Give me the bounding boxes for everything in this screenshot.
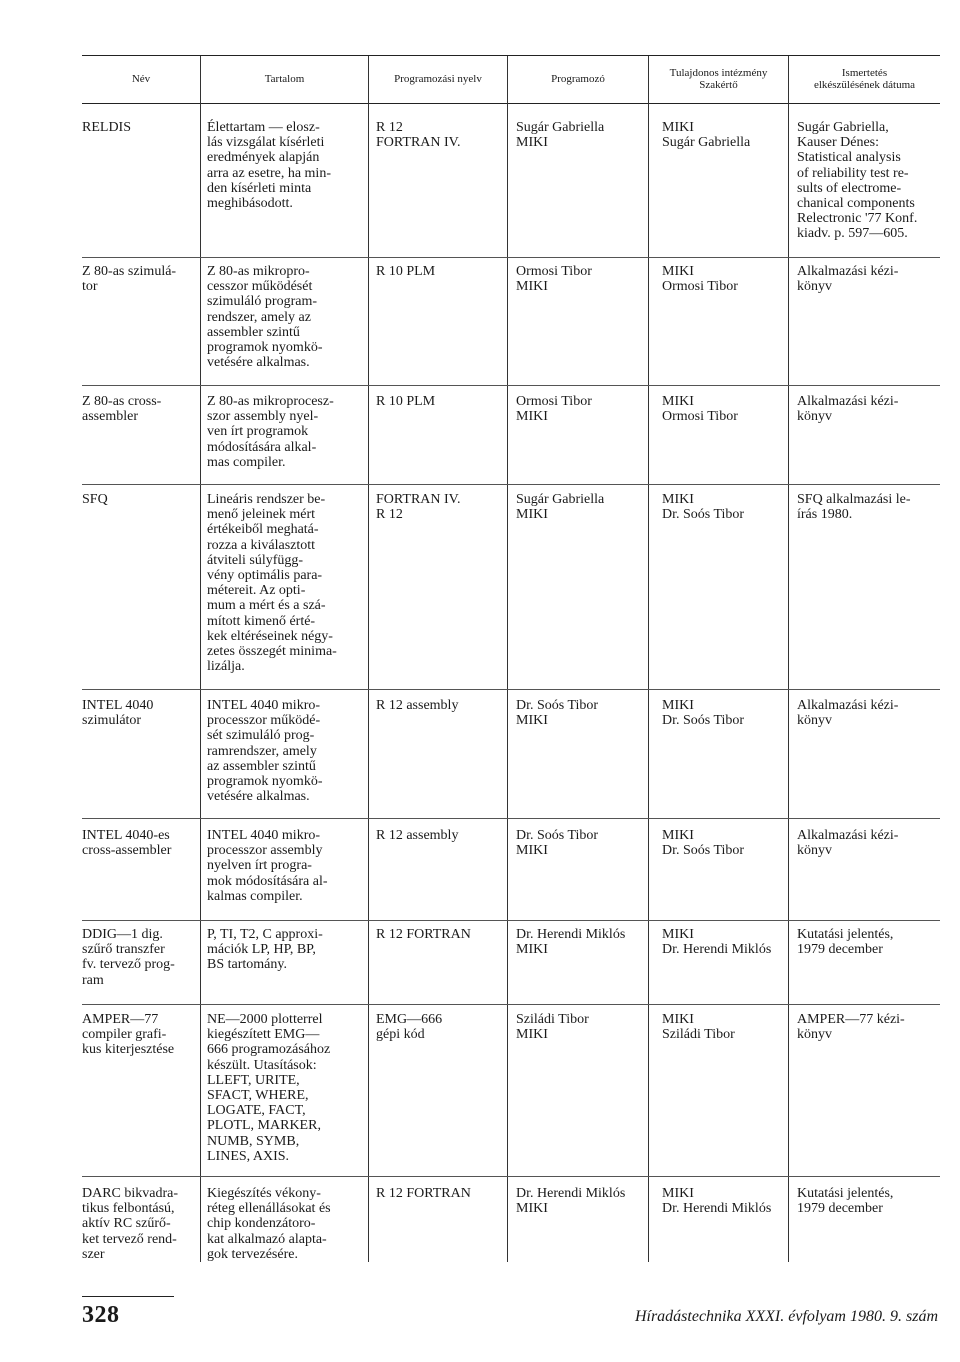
cell-desc: Alkalmazási kézi- könyv: [797, 698, 899, 729]
cell-prog: Dr. Herendi Miklós MIKI: [516, 927, 626, 958]
cell-name: RELDIS: [82, 120, 131, 135]
column-divider: [368, 56, 369, 1262]
cell-prog: Dr. Herendi Miklós MIKI: [516, 1186, 626, 1217]
cell-desc: Alkalmazási kézi- könyv: [797, 394, 899, 425]
cell-desc: Kutatási jelentés, 1979 december: [797, 927, 894, 958]
cell-name: AMPER—77 compiler grafi- kus kiterjesztése: [82, 1012, 175, 1058]
cell-prog: Ormosi Tibor MIKI: [516, 394, 592, 425]
header-language: Programozási nyelv: [394, 73, 482, 85]
column-divider: [507, 56, 508, 1262]
cell-prog: Dr. Soós Tibor MIKI: [516, 828, 599, 859]
row-separator: [82, 484, 940, 485]
cell-owner: MIKI Ormosi Tibor: [662, 394, 738, 425]
header-owner: Tulajdonos intézmény Szakértő: [669, 67, 768, 91]
column-divider: [200, 56, 201, 1262]
cell-owner: MIKI Dr. Soós Tibor: [662, 492, 745, 523]
cell-content: Z 80-as mikroprocesz- szor assembly nyel- ven írt programok módosítására alkal- mas compiler.: [207, 394, 334, 470]
cell-prog: Ormosi Tibor MIKI: [516, 264, 592, 295]
cell-desc: AMPER—77 kézi- könyv: [797, 1012, 905, 1043]
header-programmer: Programozó: [551, 73, 605, 85]
cell-name: Z 80-as cross- assembler: [82, 394, 162, 425]
cell-name: DARC bikvadra- tikus felbontású, aktív RC szűrő- ket tervező rend- szer: [82, 1186, 179, 1262]
cell-owner: MIKI Dr. Herendi Miklós: [662, 1186, 772, 1217]
cell-owner: MIKI Dr. Soós Tibor: [662, 698, 745, 729]
cell-prog: Sziládi Tibor MIKI: [516, 1012, 589, 1043]
cell-owner: MIKI Ormosi Tibor: [662, 264, 738, 295]
header-content: Tartalom: [264, 73, 305, 85]
cell-content: Lineáris rendszer be- menő jeleinek mért értékeiből meghatá- rozza a kiválasztott átviteli súlyfügg- vény optimális para- métereit. Az opti- mum a mért és a szá- mított kimenő érté- kek eltéréseinek négy- zetes összegét minima- lizálja.: [207, 492, 337, 675]
cell-name: INTEL 4040 szimulátor: [82, 698, 154, 729]
cell-content: INTEL 4040 mikro- processzor működé- sét szimuláló prog- ramrendszer, amely az assembler szintű programok nyomkö- vetésére alkalmas.: [207, 698, 323, 805]
page-number: 328: [82, 1302, 120, 1328]
column-divider: [648, 56, 649, 1262]
row-separator: [82, 1176, 940, 1177]
cell-lang: FORTRAN IV. R 12: [376, 492, 461, 523]
cell-content: Kiegészítés vékony- réteg ellenállásokat és chip kondenzátoro- kat alkalmazó alapta- gok tervezésére.: [207, 1186, 331, 1262]
cell-name: DDIG—1 dig. szűrő transzfer fv. tervező prog- ram: [82, 927, 175, 988]
cell-content: INTEL 4040 mikro- processzor assembly nyelven írt progra- mok módosítására al- kalmas compiler.: [207, 828, 328, 904]
cell-prog: Sugár Gabriella MIKI: [516, 120, 605, 151]
cell-desc: Alkalmazási kézi- könyv: [797, 264, 899, 295]
cell-content: Élettartam — elosz- lás vizsgálat kísérleti eredmények alapján arra az esetre, ha min- den kísérleti minta meghibásodott.: [207, 120, 331, 212]
cell-lang: EMG—666 gépi kód: [376, 1012, 443, 1043]
header-name: Név: [131, 73, 151, 85]
cell-name: Z 80-as szimulá- tor: [82, 264, 177, 295]
cell-lang: R 12 FORTRAN IV.: [376, 120, 461, 151]
cell-content: P, TI, T2, C approxi- mációk LP, HP, BP, BS tartomány.: [207, 927, 323, 973]
cell-prog: Sugár Gabriella MIKI: [516, 492, 605, 523]
column-divider: [788, 56, 789, 1262]
cell-lang: R 10 PLM: [376, 394, 436, 409]
cell-owner: MIKI Sziládi Tibor: [662, 1012, 735, 1043]
row-separator: [82, 689, 940, 690]
cell-desc: Alkalmazási kézi- könyv: [797, 828, 899, 859]
cell-lang: R 12 FORTRAN: [376, 1186, 471, 1201]
cell-name: SFQ: [82, 492, 108, 507]
cell-lang: R 12 FORTRAN: [376, 927, 471, 942]
cell-owner: MIKI Dr. Herendi Miklós: [662, 927, 772, 958]
cell-name: INTEL 4040-es cross-assembler: [82, 828, 172, 859]
cell-lang: R 12 assembly: [376, 698, 459, 713]
cell-lang: R 12 assembly: [376, 828, 459, 843]
header-bottom-rule: [82, 103, 940, 104]
cell-owner: MIKI Sugár Gabriella: [662, 120, 751, 151]
cell-desc: Sugár Gabriella, Kauser Dénes: Statistical analysis of reliability test re- sults of electrome- chanical components Relectronic '77 Konf. kiadv. p. 597—605.: [797, 120, 918, 242]
cell-owner: MIKI Dr. Soós Tibor: [662, 828, 745, 859]
cell-prog: Dr. Soós Tibor MIKI: [516, 698, 599, 729]
journal-title: Híradástechnika XXXI. évfolyam 1980. 9. szám: [634, 1308, 938, 1325]
cell-content: NE—2000 plotterrel kiegészített EMG— 666 programozásához készült. Utasítások: LLEFT, URITE, SFACT, WHERE, LOGATE, FACT, PLOTL, MARKER, NUMB, SYMB, LINES, AXIS.: [207, 1012, 331, 1164]
row-separator: [82, 257, 940, 258]
footer-rule: [82, 1296, 174, 1297]
header-description-date: Ismertetés elkészülésének dátuma: [813, 67, 916, 91]
row-separator: [82, 920, 940, 921]
cell-content: Z 80-as mikropro- cesszor működését szimuláló program- rendszer, amely az assembler szintű programok nyomkö- vetésére alkalmas.: [207, 264, 323, 371]
row-separator: [82, 385, 940, 386]
row-separator: [82, 818, 940, 819]
cell-desc: SFQ alkalmazási le- írás 1980.: [797, 492, 911, 523]
cell-desc: Kutatási jelentés, 1979 december: [797, 1186, 894, 1217]
row-separator: [82, 1004, 940, 1005]
cell-lang: R 10 PLM: [376, 264, 436, 279]
